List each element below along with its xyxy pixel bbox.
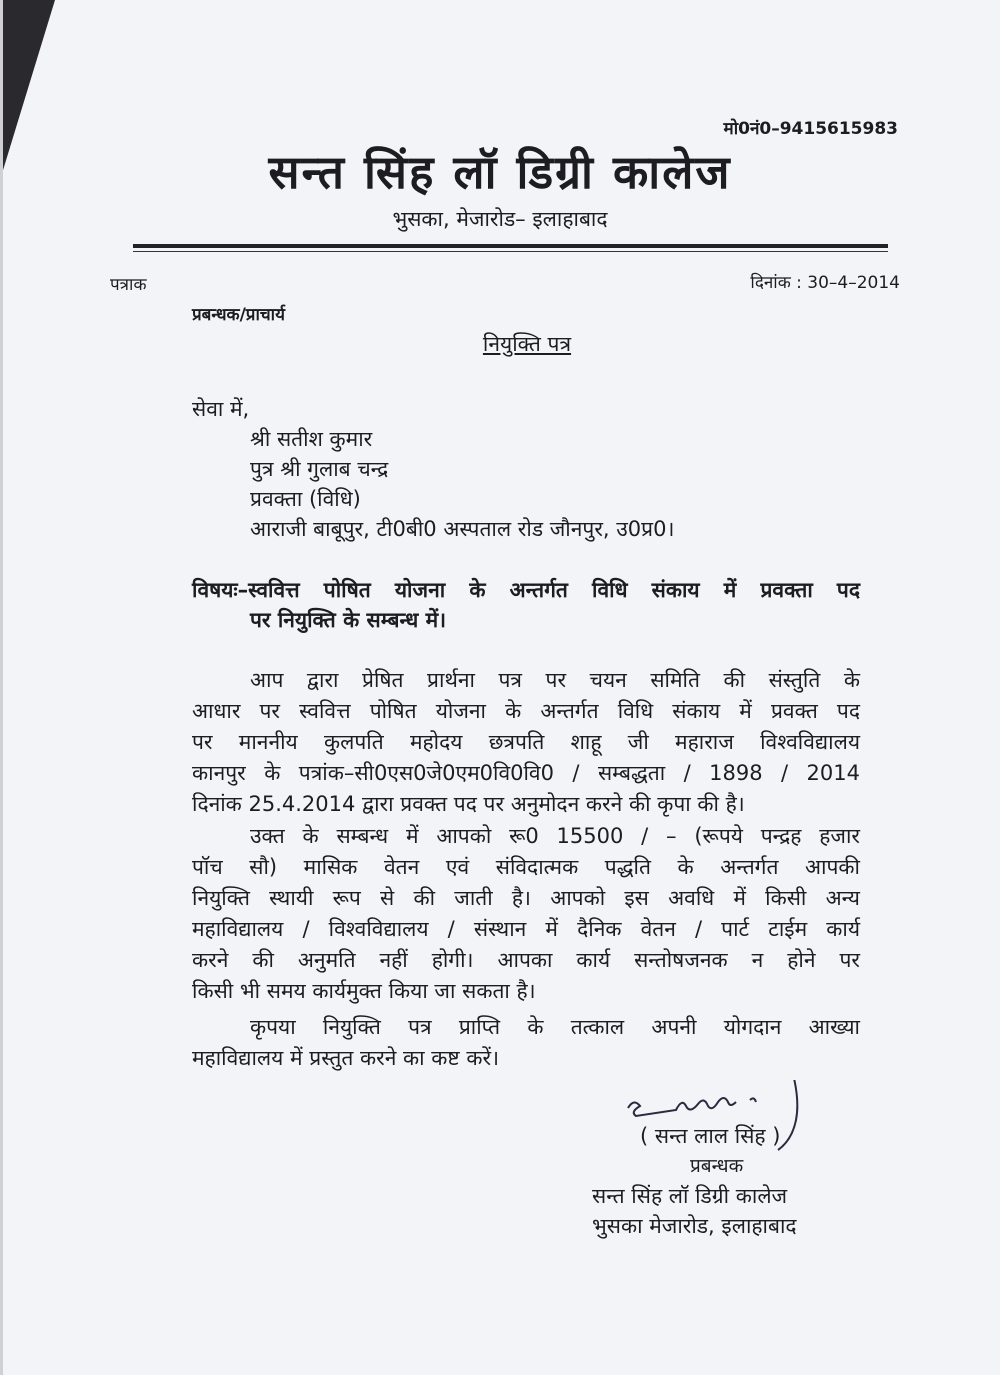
header-rule-thick xyxy=(133,244,888,248)
signatory-designation: प्रबन्धक xyxy=(690,1155,744,1177)
college-address: भुसका, मेजारोड– इलाहाबाद xyxy=(392,207,608,231)
body-line: कानपुर के पत्रांक–सी0एस0जे0एम0वि0वि0 / सम्बद्धता / 1898 / 2014 xyxy=(192,761,860,785)
signatory-org: सन्त सिंह लॉ डिग्री कालेज xyxy=(592,1184,788,1208)
body-line: पर माननीय कुलपति महोदय छत्रपति शाहू जी महाराज विश्वविद्यालय xyxy=(192,730,860,754)
header-rule-thin xyxy=(133,251,888,252)
body-line: आधार पर स्ववित्त पोषित योजना के अन्तर्गत विधि संकाय में प्रवक्त पद xyxy=(192,699,860,723)
ref-label: पत्राक xyxy=(110,275,147,295)
body-line: नियुक्ति स्थायी रूप से की जाती है। आपको इस अवधि में किसी अन्य xyxy=(192,886,860,910)
signatory-place: भुसका मेजारोड, इलाहाबाद xyxy=(592,1214,797,1238)
salutation: सेवा में, xyxy=(192,397,250,421)
body-line: आप द्वारा प्रेषित प्रार्थना पत्र पर चयन समिति की संस्तुति के xyxy=(250,668,860,692)
body-line: महाविद्यालय / विश्वविद्यालय / संस्थान में दैनिक वेतन / पार्ट टाईम कार्य xyxy=(192,917,860,941)
recipient-parent: पुत्र श्री गुलाब चन्द्र xyxy=(250,457,389,481)
body-line: उक्त के सम्बन्ध में आपको रू0 15500 / – (रूपये पन्द्रह हजार xyxy=(250,824,860,848)
college-name: सन्त सिंह लॉ डिग्री कालेज xyxy=(268,145,732,199)
recipient-name: श्री सतीश कुमार xyxy=(250,427,373,451)
recipient-post: प्रवक्ता (विधि) xyxy=(250,487,361,511)
body-line: करने की अनुमति नहीं होगी। आपका कार्य सन्तोषजनक न होने पर xyxy=(192,948,860,972)
recipient-address: आराजी बाबूपुर, टी0बी0 अस्पताल रोड जौनपुर, उ0प्र0। xyxy=(250,517,675,541)
body-line: महाविद्यालय में प्रस्तुत करने का कष्ट करें। xyxy=(192,1046,500,1070)
letter-title: नियुक्ति पत्र xyxy=(482,332,572,356)
body-line: पॉच सौ) मासिक वेतन एवं संविदात्मक पद्धति के अन्तर्गत आपकी xyxy=(192,855,860,879)
subject-line: पर नियुक्ति के सम्बन्ध में। xyxy=(250,608,447,632)
body-line: दिनांक 25.4.2014 द्वारा प्रवक्त पद पर अनुमोदन करने की कृपा की है। xyxy=(192,792,745,816)
subject-line: विषयः–स्ववित्त पोषित योजना के अन्तर्गत विधि संकाय में प्रवक्ता पद xyxy=(192,578,860,602)
body-line: किसी भी समय कार्यमुक्त किया जा सकता है। xyxy=(192,979,536,1003)
letter-date: दिनांक : 30–4–2014 xyxy=(750,273,900,293)
mobile-number: मो0नं0–9415615983 xyxy=(723,119,898,139)
signatory-name: ( सन्त लाल सिंह ) xyxy=(640,1124,781,1148)
from-designation: प्रबन्धक/प्राचार्य xyxy=(192,305,285,325)
body-line: कृपया नियुक्ति पत्र प्राप्ति के तत्काल अपनी योगदान आख्या xyxy=(250,1015,860,1039)
